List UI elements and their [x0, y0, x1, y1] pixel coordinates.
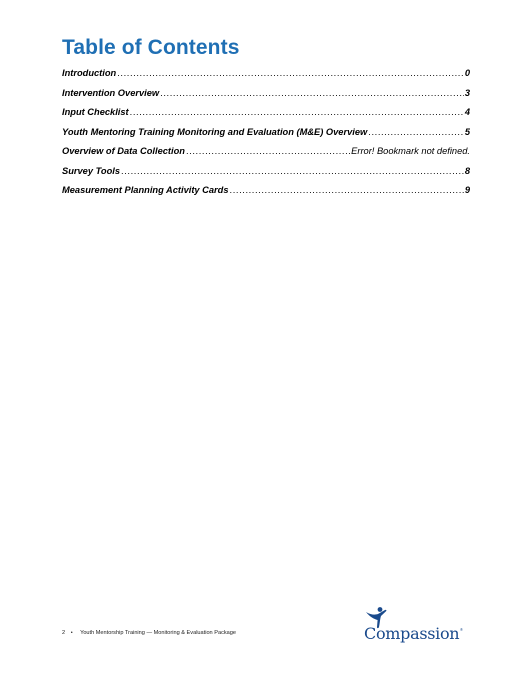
- toc-entry-activity-cards[interactable]: [62, 185, 470, 205]
- toc-entry-me-overview[interactable]: [62, 127, 470, 147]
- registered-mark: ®: [460, 627, 463, 632]
- toc-dot-leader: [368, 127, 464, 137]
- toc-entry-introduction[interactable]: [62, 68, 470, 88]
- toc-dot-leader: [186, 146, 350, 156]
- footer-page-number: 2: [62, 630, 66, 636]
- footer-document-title: Youth Mentorship Training — Monitoring & Evaluation Package: [80, 630, 236, 636]
- toc-entry-page: 0: [464, 68, 470, 78]
- toc-entry-page: 8: [464, 165, 470, 176]
- logo-wordmark: Compassion: [364, 624, 460, 643]
- toc-entry-intervention-overview[interactable]: [62, 88, 470, 108]
- table-of-contents: [62, 68, 470, 205]
- footer-bullet: •: [70, 630, 73, 636]
- toc-entry-survey-tools[interactable]: [62, 166, 470, 186]
- toc-entry-title: Input Checklist: [62, 107, 129, 117]
- toc-entry-title: Overview of Data Collection: [62, 146, 185, 156]
- toc-entry-title: Introduction: [62, 68, 117, 78]
- toc-entry-page-error: Error! Bookmark not defined.: [351, 146, 470, 156]
- toc-entry-title: Survey Tools: [62, 165, 121, 176]
- toc-dot-leader: [230, 185, 464, 195]
- toc-entry-page: 5: [464, 126, 470, 137]
- toc-entry-title: Youth Mentoring Training Monitoring and Evaluation (M&E) Overview: [62, 126, 368, 137]
- toc-entry-page: 9: [464, 185, 470, 195]
- toc-entry-title: Intervention Overview: [62, 87, 160, 98]
- toc-entry-data-collection[interactable]: [62, 146, 470, 166]
- toc-dot-leader: [121, 166, 464, 176]
- page-title: Table of Contents: [62, 36, 240, 59]
- toc-dot-leader: [160, 88, 464, 98]
- toc-entry-title: Measurement Planning Activity Cards: [62, 185, 229, 195]
- compassion-logo: [362, 606, 466, 646]
- toc-dot-leader: [130, 107, 464, 117]
- toc-dot-leader: [117, 68, 464, 78]
- page-footer: [62, 630, 236, 636]
- toc-entry-input-checklist[interactable]: [62, 107, 470, 127]
- toc-entry-page: 4: [464, 107, 470, 117]
- toc-entry-page: 3: [464, 87, 470, 98]
